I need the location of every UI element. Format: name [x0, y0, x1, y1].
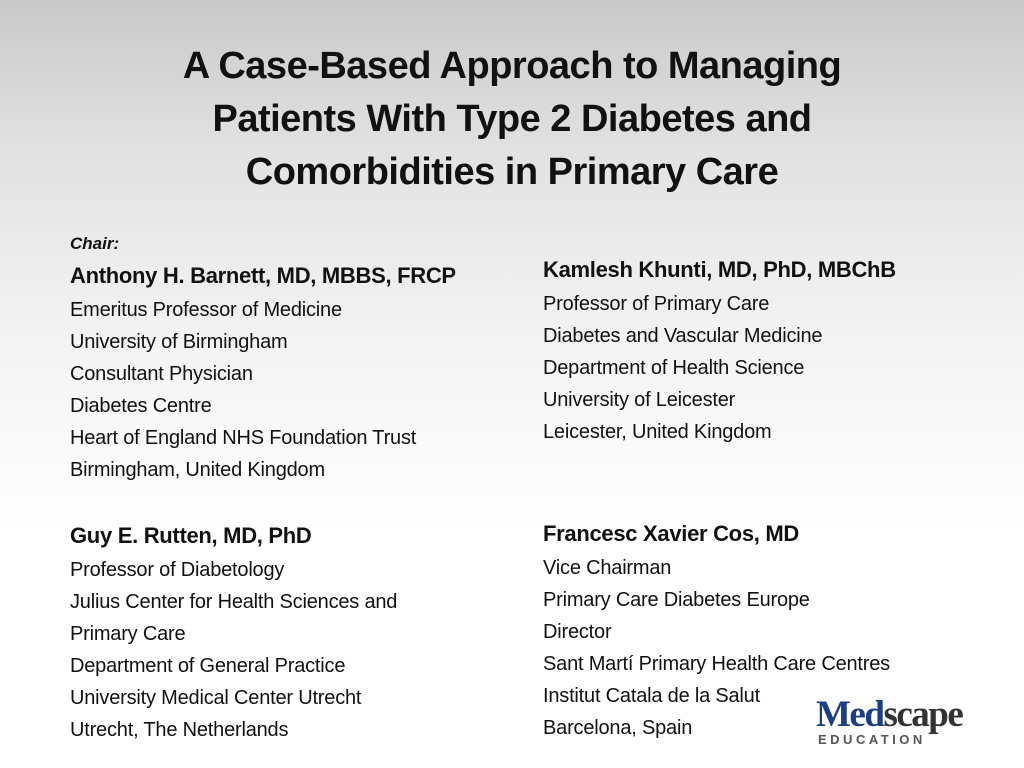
faculty-affiliation: Birmingham, United Kingdom [70, 459, 325, 481]
faculty-affiliation: Diabetes and Vascular Medicine [543, 325, 823, 347]
faculty-affiliation: University of Leicester [543, 389, 736, 411]
chair-label: Chair: [70, 234, 120, 253]
faculty-affiliation: Diabetes Centre [70, 395, 212, 417]
slide-title-line: Comorbidities in Primary Care [245, 151, 779, 193]
logo-tagline: EDUCATION [818, 732, 926, 747]
slide-title-line: A Case-Based Approach to Managing [182, 45, 842, 87]
logo-med: Med [816, 694, 884, 735]
logo-wordmark [816, 695, 962, 735]
faculty-affiliation: Heart of England NHS Foundation Trust [70, 427, 417, 449]
faculty-affiliation: Professor of Diabetology [70, 559, 285, 581]
faculty-affiliation: Utrecht, The Netherlands [70, 719, 289, 741]
faculty-affiliation: Barcelona, Spain [543, 717, 693, 739]
slide-title [112, 40, 912, 199]
faculty-block-rutten [70, 522, 540, 746]
faculty-affiliation: Sant Martí Primary Health Care Centres [543, 653, 890, 675]
faculty-affiliation: Julius Center for Health Sciences and [70, 591, 398, 613]
faculty-affiliation: Leicester, United Kingdom [543, 421, 772, 443]
faculty-name: Kamlesh Khunti, MD, PhD, MBChB [543, 257, 896, 282]
faculty-affiliation: Primary Care Diabetes Europe [543, 589, 810, 611]
faculty-affiliation: University Medical Center Utrecht [70, 687, 362, 709]
faculty-affiliation: Department of Health Science [543, 357, 805, 379]
medscape-education-logo [802, 693, 998, 751]
faculty-affiliation: Institut Catala de la Salut [543, 685, 760, 707]
faculty-block-khunti [543, 256, 1013, 448]
logo-scape: scape [883, 694, 963, 735]
faculty-affiliation: Primary Care [70, 623, 186, 645]
faculty-affiliation: University of Birmingham [70, 331, 288, 353]
faculty-name: Anthony H. Barnett, MD, MBBS, FRCP [70, 263, 456, 288]
slide-title-line: Patients With Type 2 Diabetes and [212, 98, 812, 140]
faculty-affiliation: Consultant Physician [70, 363, 253, 385]
faculty-block-barnett [70, 262, 540, 486]
faculty-affiliation: Director [543, 621, 612, 643]
faculty-affiliation: Department of General Practice [70, 655, 346, 677]
faculty-name: Guy E. Rutten, MD, PhD [70, 523, 312, 548]
faculty-name: Francesc Xavier Cos, MD [543, 521, 799, 546]
faculty-affiliation: Emeritus Professor of Medicine [70, 299, 342, 321]
faculty-affiliation: Professor of Primary Care [543, 293, 770, 315]
faculty-affiliation: Vice Chairman [543, 557, 672, 579]
